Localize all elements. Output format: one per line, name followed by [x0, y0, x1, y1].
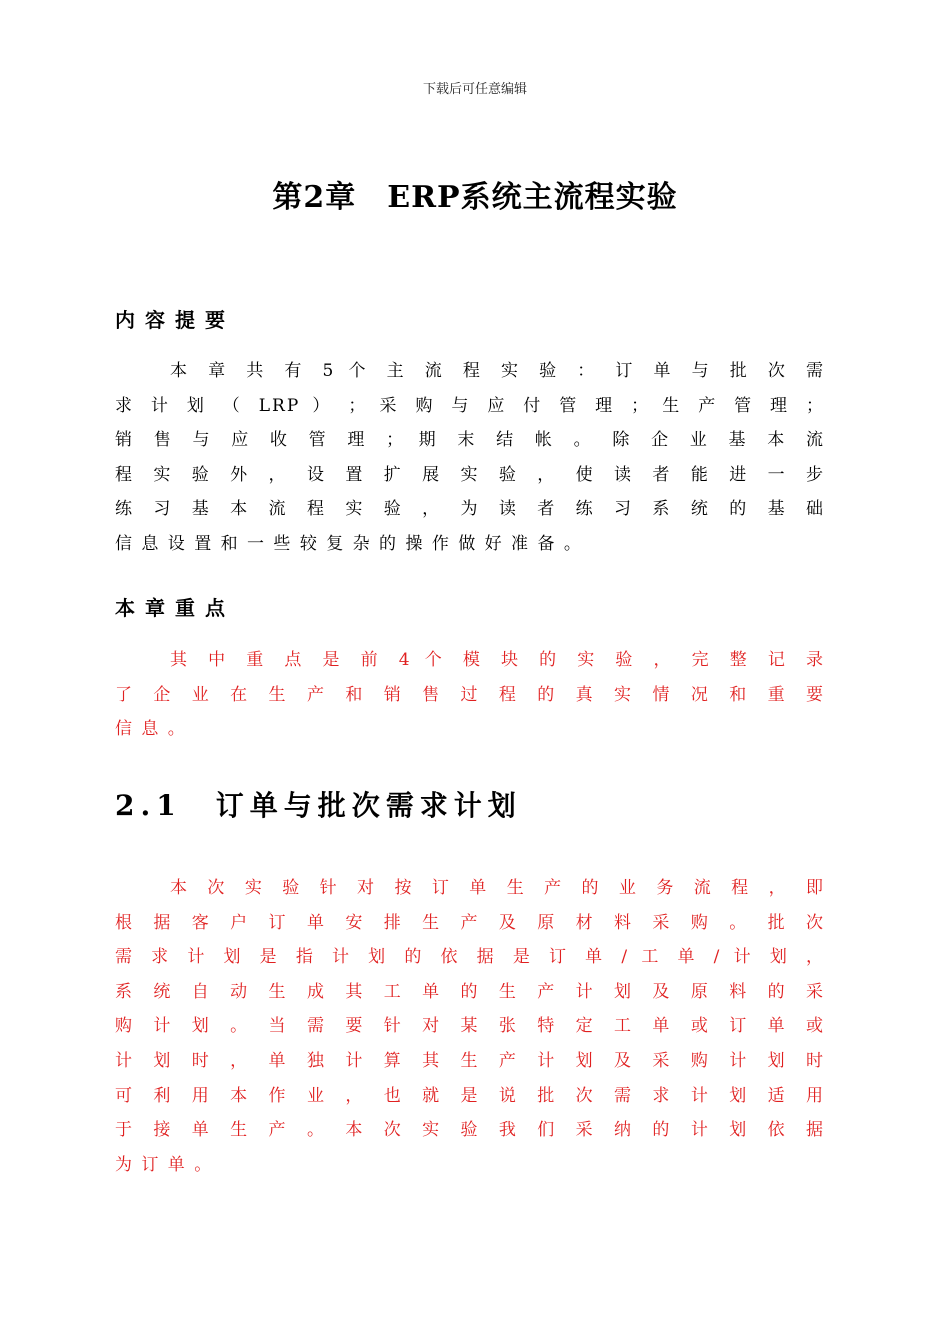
keypoints-line: 了 企 业 在 生 产 和 销 售 过 程 的 真 实 情 况 和 重 要	[115, 684, 825, 705]
summary-heading: 内容提要	[115, 308, 235, 332]
keypoints-line: 信 息 。	[115, 719, 187, 740]
section-paragraph	[115, 871, 825, 1182]
keypoints-paragraph	[115, 643, 825, 747]
summary-paragraph	[115, 354, 825, 562]
summary-line: 销 售 与 应 收 管 理 ； 期 末 结 帐 。 除 企 业 基 本 流	[115, 430, 825, 451]
section-line: 系 统 自 动 生 成 其 工 单 的 生 产 计 划 及 原 料 的 采	[115, 981, 825, 1002]
section-line: 计 划 时 ， 单 独 计 算 其 生 产 计 划 及 采 购 计 划 时	[115, 1050, 825, 1071]
section-line: 购 计 划 。 当 需 要 针 对 某 张 特 定 工 单 或 订 单 或	[115, 1016, 825, 1037]
page-header: 下载后可任意编辑	[422, 82, 527, 97]
section-line: 可 利 用 本 作 业 ， 也 就 是 说 批 次 需 求 计 划 适 用	[115, 1085, 825, 1106]
summary-line: 求 计 划 （ LRP ） ； 采 购 与 应 付 管 理 ； 生 产 管 理 ；	[115, 395, 825, 416]
section-line: 需 求 计 划 是 指 计 划 的 依 据 是 订 单 / 工 单 / 计 划 ，	[115, 947, 825, 968]
keypoints-heading: 本章重点	[115, 596, 235, 620]
keypoints-line: 其 中 重 点 是 前 4 个 模 块 的 实 验 ， 完 整 记 录	[170, 650, 825, 670]
summary-line: 本 章 共 有 5 个 主 流 程 实 验 ： 订 单 与 批 次 需	[170, 361, 825, 381]
section-title: 2.1 订单与批次需求计划	[115, 789, 522, 822]
section-line: 本 次 实 验 针 对 按 订 单 生 产 的 业 务 流 程 ， 即	[170, 878, 825, 898]
section-line: 根 据 客 户 订 单 安 排 生 产 及 原 材 料 采 购 。 批 次	[115, 912, 825, 933]
summary-line: 练 习 基 本 流 程 实 验 ， 为 读 者 练 习 系 统 的 基 础	[115, 499, 825, 520]
chapter-title: 第2章 ERP系统主流程实验	[272, 180, 678, 215]
summary-line: 信 息 设 置 和 一 些 较 复 杂 的 操 作 做 好 准 备 。	[115, 533, 583, 554]
section-line: 于 接 单 生 产 。 本 次 实 验 我 们 采 纳 的 计 划 依 据	[115, 1120, 825, 1141]
summary-line: 程 实 验 外 ， 设 置 扩 展 实 验 ， 使 读 者 能 进 一 步	[115, 464, 825, 485]
section-line: 为 订 单 。	[115, 1154, 214, 1175]
